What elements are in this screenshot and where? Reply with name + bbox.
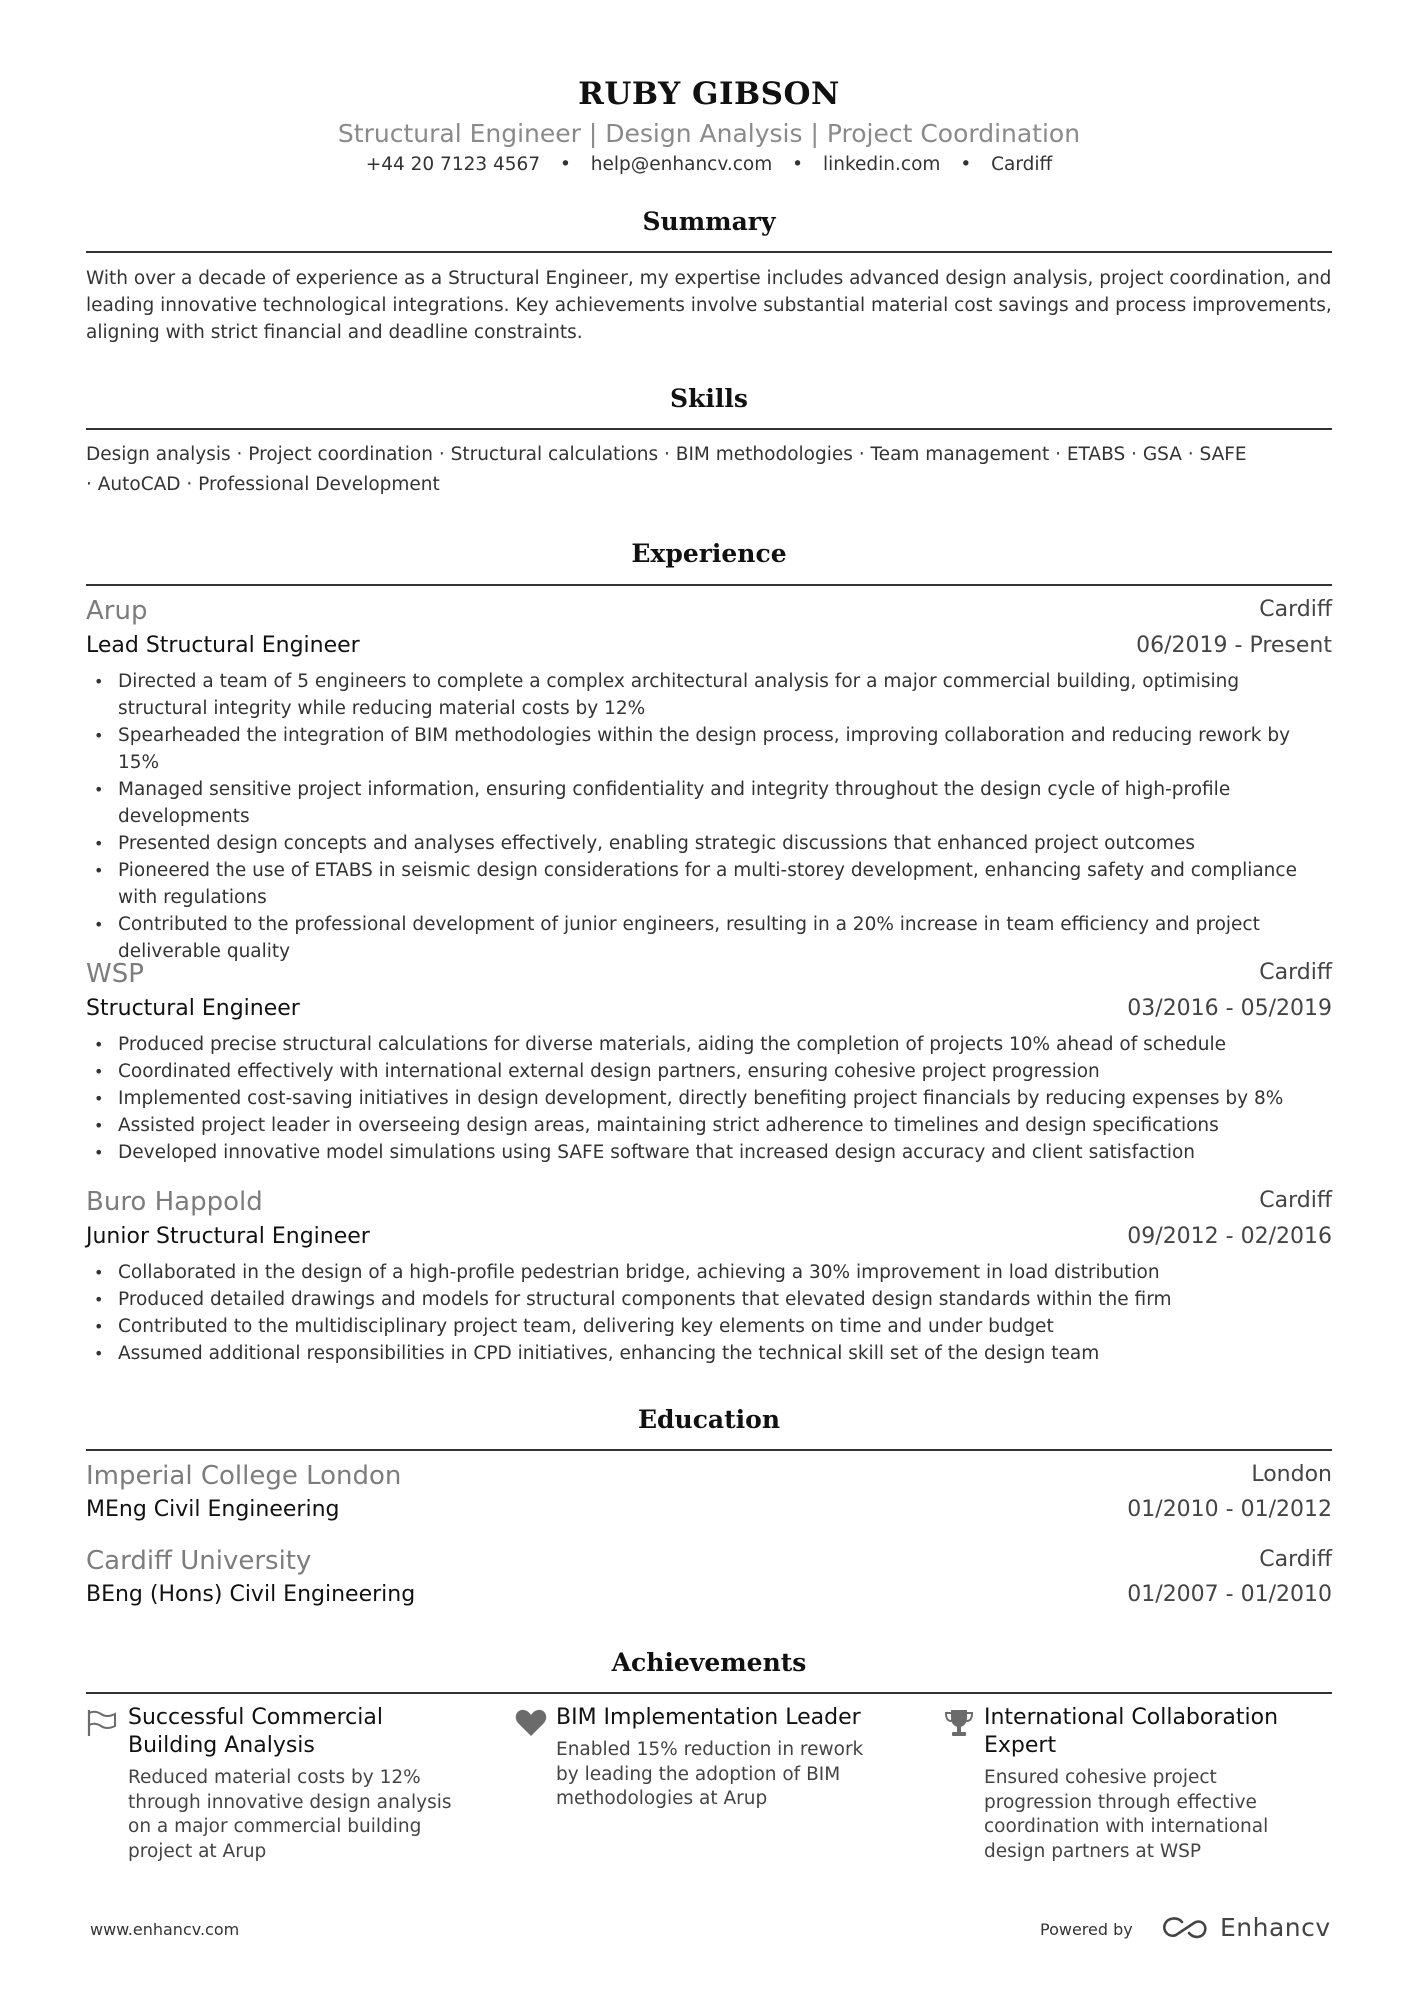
job-bullet: • Produced detailed drawings and models for structural components that elevated design standards within the firm	[86, 1286, 1332, 1313]
job-bullet: • Collaborated in the design of a high-profile pedestrian bridge, achieving a 30% improvement in load distribution	[86, 1259, 1332, 1286]
job-bullet: • Presented design concepts and analyses effectively, enabling strategic discussions that enhanced project outcomes	[86, 830, 1332, 857]
education-school: Imperial College London	[86, 1461, 402, 1491]
job-role: Junior Structural Engineer	[86, 1224, 370, 1249]
job-bullet: • Spearheaded the integration of BIM methodologies within the design process, improving collaboration and reducing rework by 15%	[86, 722, 1332, 776]
footer-branding	[1040, 1908, 1331, 1948]
education-school: Cardiff University	[86, 1546, 312, 1576]
job-bullet: • Produced precise structural calculations for diverse materials, aiding the completion of projects 10% ahead of schedule	[86, 1031, 1332, 1058]
candidate-tagline: Structural Engineer | Design Analysis | Project Coordination	[337, 119, 1081, 148]
job-dates: 06/2019 - Present	[1136, 633, 1332, 658]
heart-icon	[514, 1708, 548, 1738]
education-degree: BEng (Hons) Civil Engineering	[86, 1582, 416, 1607]
contact-separator: •	[960, 154, 972, 175]
job-bullets	[86, 1031, 1332, 1166]
powered-by-label: Powered by	[1040, 1920, 1133, 1939]
contact-separator: •	[792, 154, 804, 175]
flag-icon	[86, 1708, 120, 1738]
job-bullet: • Directed a team of 5 engineers to complete a complex architectural analysis for a major commercial building, optimising structural integrity while reducing material costs by 12%	[86, 668, 1332, 722]
achievement-description: Enabled 15% reduction in rework by leading the adoption of BIM methodologies at Arup	[556, 1739, 864, 1809]
skills-divider	[86, 428, 1332, 430]
achievement-description: Reduced material costs by 12% through innovative design analysis on a major commercial building project at Arup	[128, 1767, 452, 1862]
job-company: WSP	[86, 959, 144, 989]
job-bullets	[86, 668, 1332, 965]
job-bullet: • Managed sensitive project information, ensuring confidentiality and integrity throughout the design cycle of high-profile developments	[86, 776, 1332, 830]
summary-divider	[86, 251, 1332, 253]
job-bullet: • Assumed additional responsibilities in CPD initiatives, enhancing the technical skill set of the design team	[86, 1340, 1332, 1367]
job-company: Arup	[86, 596, 148, 626]
footer-website[interactable]: www.enhancv.com	[90, 1920, 240, 1939]
skills-heading: Skills	[670, 384, 748, 413]
job-bullet: • Contributed to the multidisciplinary project team, delivering key elements on time and under budget	[86, 1313, 1332, 1340]
achievement-title: International Collaboration Expert	[984, 1705, 1279, 1758]
skills-list: Design analysis · Project coordination · Structural calculations · BIM methodologies · Team management · ETABS · GSA · SAFE · AutoCAD · Professional Development	[86, 444, 1247, 495]
job-bullet: • Assisted project leader in overseeing design areas, maintaining strict adherence to timelines and design specifications	[86, 1112, 1332, 1139]
job-dates: 03/2016 - 05/2019	[1127, 996, 1332, 1021]
job-role: Structural Engineer	[86, 996, 300, 1021]
contact-phone: +44 20 7123 4567	[365, 154, 541, 175]
job-dates: 09/2012 - 02/2016	[1127, 1224, 1332, 1249]
job-bullet: • Implemented cost-saving initiatives in design development, directly benefiting project financials by reducing expenses by 8%	[86, 1085, 1332, 1112]
summary-heading: Summary	[642, 207, 776, 236]
experience-divider	[86, 584, 1332, 586]
contact-line	[86, 154, 1332, 175]
job-location: Cardiff	[1259, 597, 1332, 622]
experience-heading: Experience	[631, 539, 787, 568]
contact-separator: •	[559, 154, 571, 175]
achievements-heading: Achievements	[611, 1648, 807, 1677]
job-role: Lead Structural Engineer	[86, 633, 360, 658]
education-degree: MEng Civil Engineering	[86, 1497, 340, 1522]
contact-linkedin[interactable]: linkedin.com	[822, 154, 941, 175]
enhancv-logo-icon	[1160, 1914, 1210, 1944]
education-dates: 01/2010 - 01/2012	[1127, 1497, 1332, 1522]
job-bullet: • Pioneered the use of ETABS in seismic design considerations for a multi-storey development, enhancing safety and compliance with regulations	[86, 857, 1332, 911]
education-dates: 01/2007 - 01/2010	[1127, 1582, 1332, 1607]
achievements-divider	[86, 1692, 1332, 1694]
contact-location: Cardiff	[991, 154, 1053, 175]
summary-text: With over a decade of experience as a Structural Engineer, my expertise includes advanced design analysis, project coordination, and leading innovative technological integrations. Key achievements involve substantial material cost savings and process improvements, aligning with strict financial and deadline constraints.	[86, 268, 1332, 343]
job-company: Buro Happold	[86, 1187, 263, 1217]
education-heading: Education	[637, 1405, 781, 1434]
achievement-description: Ensured cohesive project progression through effective coordination with international design partners at WSP	[984, 1767, 1269, 1862]
achievement-title: Successful Commercial Building Analysis	[128, 1705, 383, 1758]
job-location: Cardiff	[1259, 960, 1332, 985]
job-location: Cardiff	[1259, 1188, 1332, 1213]
job-bullets	[86, 1259, 1332, 1367]
trophy-icon	[942, 1708, 976, 1738]
education-location: Cardiff	[1259, 1547, 1332, 1572]
education-divider	[86, 1449, 1332, 1451]
candidate-name: RUBY GIBSON	[578, 76, 840, 112]
job-bullet: • Coordinated effectively with international external design partners, ensuring cohesive project progression	[86, 1058, 1332, 1085]
achievement-title: BIM Implementation Leader	[556, 1705, 861, 1730]
job-bullet: • Developed innovative model simulations using SAFE software that increased design accuracy and client satisfaction	[86, 1139, 1332, 1166]
enhancv-logo-text[interactable]: Enhancv	[1220, 1913, 1331, 1942]
contact-email[interactable]: help@enhancv.com	[590, 154, 773, 175]
education-location: London	[1251, 1462, 1332, 1487]
job-bullet: • Contributed to the professional development of junior engineers, resulting in a 20% increase in team efficiency and project deliverable quality	[86, 911, 1332, 965]
